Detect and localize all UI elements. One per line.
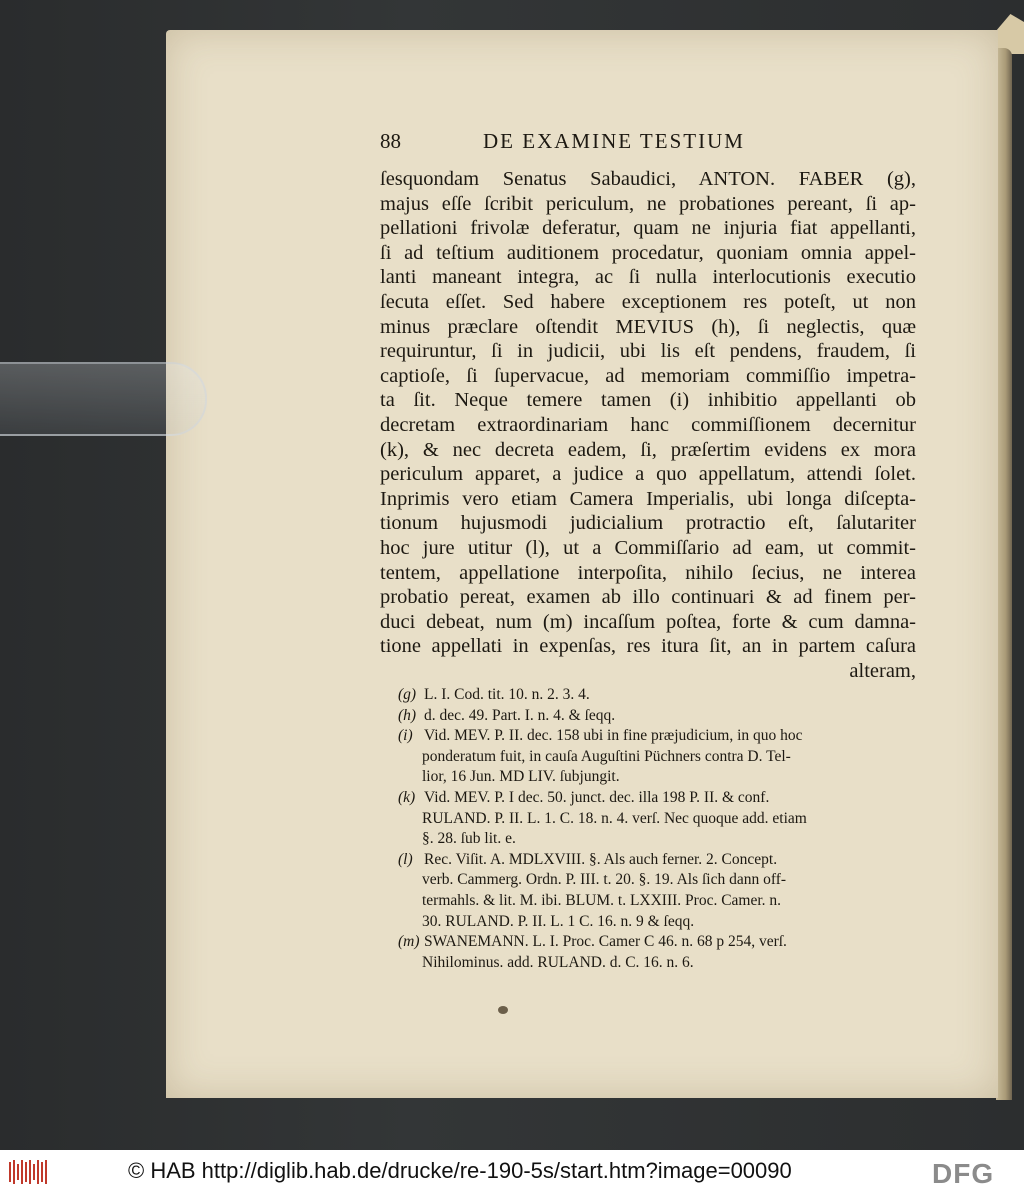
body-line: probatio pereat, examen ab illo continuari & ad finem per- [380, 586, 916, 609]
body-line: pellationi frivolæ deferatur, quam ne injuria fiat appellanti, [380, 217, 916, 240]
footnote-marker: (i) [398, 727, 413, 745]
dfg-logo[interactable]: DFG [932, 1158, 995, 1189]
body-line: decretam extraordinariam hanc commiſſionem decernitur [380, 414, 916, 436]
catchword: alteram, [849, 660, 916, 682]
body-line: periculum apparet, a judice a quo appellatum, attendi ſolet. [380, 463, 916, 486]
footnote-line [422, 892, 781, 910]
footnote-text: RULAND. P. II. L. 1. C. 18. n. 4. verſ. Nec quoque add. etiam [422, 809, 807, 827]
footnote-text: d. dec. 49. Part. I. n. 4. & ſeqq. [424, 706, 616, 724]
footnote-line [422, 810, 807, 828]
footnote-marker: (m) [398, 933, 420, 951]
footnote-line [422, 830, 516, 848]
copyright-link[interactable]: © HAB http://diglib.hab.de/drucke/re-190-5s/start.htm?image=00090 [128, 1158, 792, 1183]
body-line: hoc jure utitur (l), ut a Commiſſario ad eam, ut commit- [380, 537, 916, 559]
footnote-text: lior, 16 Jun. MD LIV. ſubjungit. [422, 768, 620, 786]
footnote-line [422, 913, 694, 931]
footnote-text: Vid. MEV. P. II. dec. 158 ubi in fine præjudicium, in quo hoc [424, 727, 803, 745]
body-line: duci debeat, num (m) incaſſum poſtea, forte & cum damna- [380, 610, 916, 633]
ornament-dot [498, 1006, 508, 1014]
footnote-text: L. I. Cod. tit. 10. n. 2. 3. 4. [424, 686, 590, 703]
footnote-line [398, 727, 803, 745]
footnote-line [422, 748, 791, 766]
footnote-text: verb. Cammerg. Ordn. P. III. t. 20. §. 19. Als ſich dann off- [422, 871, 787, 889]
footnote-text: SWANEMANN. L. I. Proc. Camer C 46. n. 68 p 254, verſ. [424, 933, 787, 951]
footnote-line [398, 686, 590, 704]
body-line: captioſe, ſi ſupervacue, ad memoriam commiſſio impetra- [380, 364, 916, 387]
body-line: ſecuta eſſet. Sed habere exceptionem res poteſt, ut non [380, 291, 916, 313]
footer-bar [0, 1150, 1024, 1194]
page-edge [996, 48, 1012, 1100]
body-line: tione appellati in expenſas, res itura ſit, an in partem caſura [380, 635, 916, 658]
body-line: majus eſſe ſcribit periculum, ne probationes pereant, ſi ap- [380, 192, 916, 215]
footnote-text: 30. RULAND. P. II. L. 1 C. 16. n. 9 & ſeqq. [422, 912, 695, 930]
footnote-text: ponderatum fuit, in cauſa Auguſtini Püchners contra D. Tel- [422, 747, 791, 765]
footnote-line [422, 768, 620, 786]
body-line: tionum hujusmodi judicialium protractio eſt, ſalutariter [380, 512, 916, 535]
body-line: minus præclare oſtendit MEVIUS (h), ſi neglectis, quæ [380, 315, 916, 338]
footnote-marker: (g) [398, 686, 417, 703]
page-number: 88 [380, 129, 401, 153]
footnote-text: Rec. Viſit. A. MDLXVIII. §. Als auch ferner. 2. Concept. [424, 850, 778, 868]
footnote-line [398, 789, 769, 807]
body-line: ta ſit. Neque temere tamen (i) inhibitio appellanti ob [380, 389, 916, 412]
footnote-marker: (l) [398, 850, 413, 868]
running-head: DE EXAMINE TESTIUM [483, 129, 745, 153]
body-line: ſi ad teſtium auditionem procedatur, quoniam omnia appel- [380, 241, 916, 264]
footnote-text: Nihilominus. add. RULAND. d. C. 16. n. 6. [422, 953, 694, 971]
body-line: Inprimis vero etiam Camera Imperialis, ubi longa diſcepta- [380, 487, 916, 510]
footnote-line [398, 707, 615, 725]
glass-page-clip [0, 362, 207, 436]
footnote-text: §. 28. ſub lit. e. [422, 830, 516, 848]
footnote-line [422, 954, 694, 972]
footnote-marker: (h) [398, 706, 417, 724]
footnote-marker: (k) [398, 789, 416, 806]
footnote-line [422, 871, 786, 889]
body-line: lanti maneant integra, ac ſi nulla interlocutionis executio [380, 266, 916, 289]
footnote-line [398, 933, 787, 951]
body-line: tentem, appellatione interpoſita, nihilo ſecius, ne interea [380, 561, 916, 584]
footnote-text: Vid. MEV. P. I dec. 50. junct. dec. illa 198 P. II. & conf. [424, 789, 770, 806]
body-line: ſesquondam Senatus Sabaudici, ANTON. FABER (g), [380, 168, 916, 190]
body-line: (k), & nec decreta eadem, ſi, præſertim evidens ex mora [380, 438, 916, 461]
body-line: requiruntur, ſi in judicii, ubi lis eſt pendens, fraudem, ſi [380, 340, 916, 363]
hab-logo-icon[interactable] [8, 1158, 48, 1186]
footnote-text: termahls. & lit. M. ibi. BLUM. t. LXXIII. Proc. Camer. n. [422, 892, 782, 909]
footnote-line [398, 851, 777, 869]
